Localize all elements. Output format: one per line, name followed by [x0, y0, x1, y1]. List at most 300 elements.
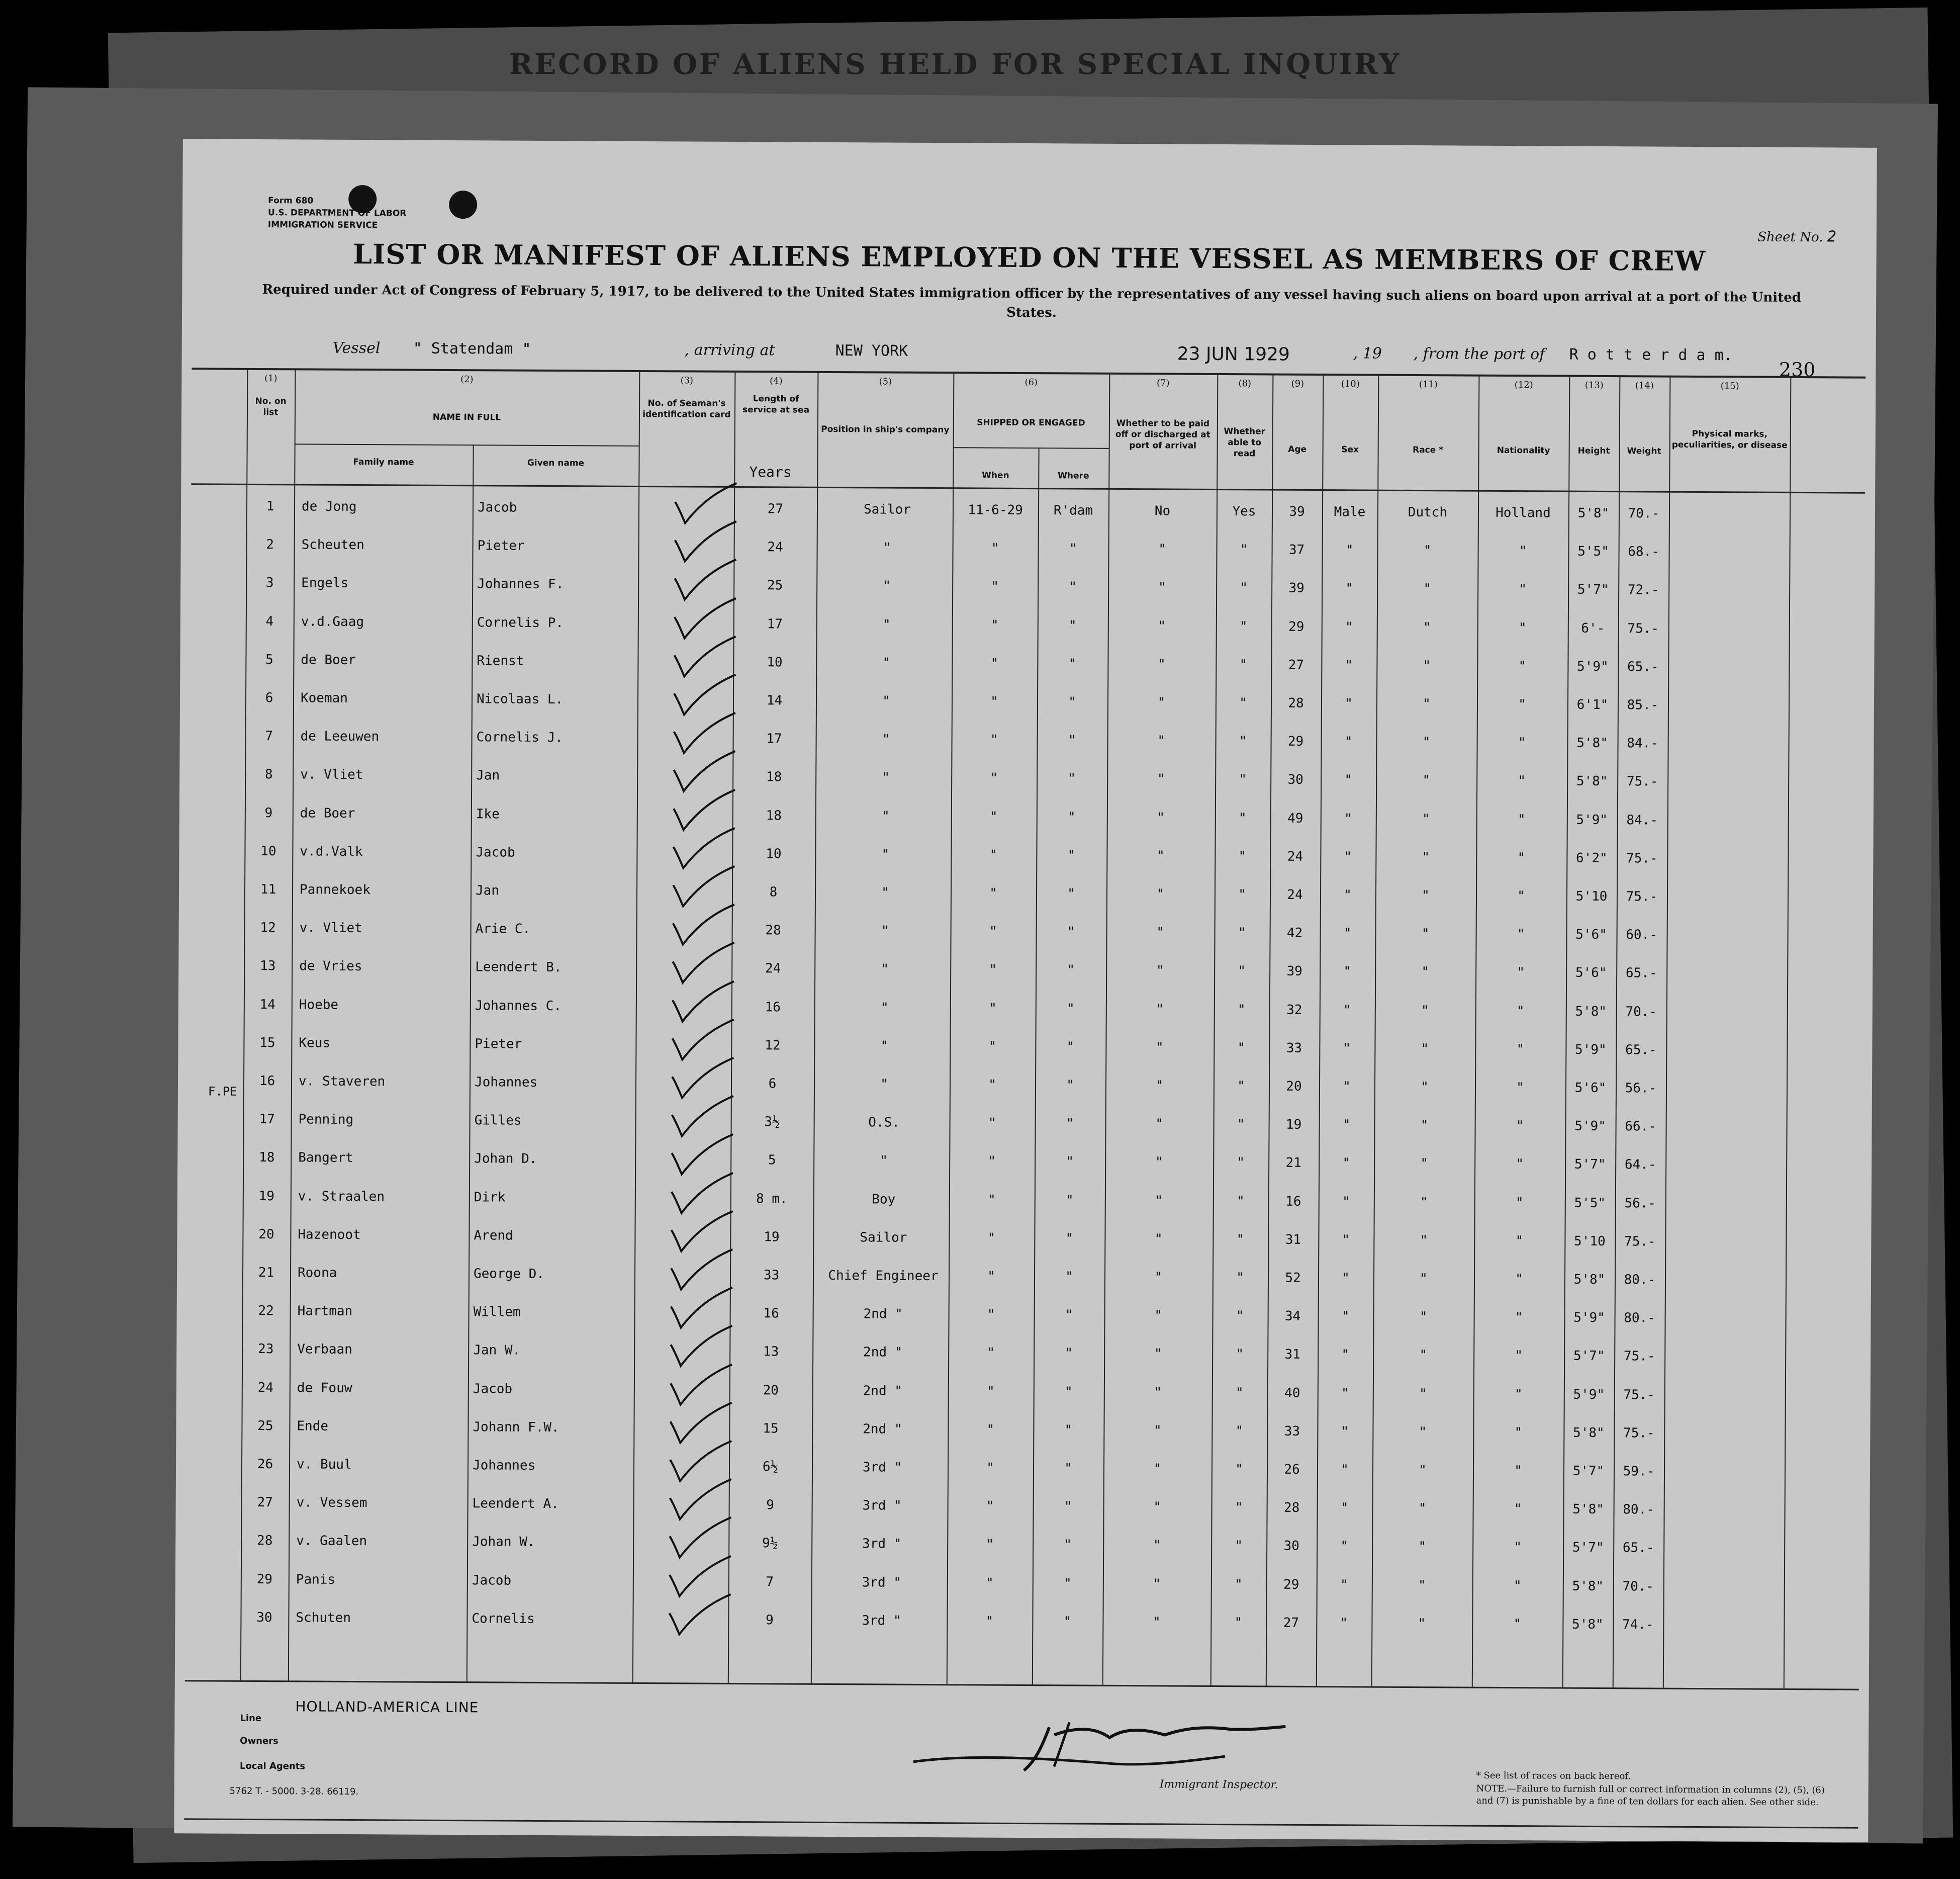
cell-given: Jacob — [473, 1381, 513, 1397]
cell-age: 31 — [1284, 1347, 1300, 1363]
col-number: (14) — [1635, 380, 1654, 391]
cell-sex: " — [1340, 1616, 1348, 1631]
col-number: (2) — [460, 374, 474, 385]
cell-given: Pieter — [477, 538, 525, 554]
cell-sex: " — [1344, 734, 1353, 750]
cell-sex: " — [1342, 1232, 1350, 1248]
cell-height: 5'8" — [1575, 1004, 1607, 1019]
cell-service: 6 — [768, 1076, 777, 1092]
cell-nat: " — [1517, 850, 1526, 865]
cell-paid: " — [1155, 1193, 1163, 1209]
table-row — [177, 1111, 1872, 1150]
line-label: Line — [240, 1713, 262, 1724]
local-agents-label: Local Agents — [239, 1760, 306, 1772]
cell-race: " — [1423, 696, 1431, 712]
cell-where: " — [1068, 733, 1076, 748]
cell-given: Jacob — [476, 845, 515, 860]
cell-sex: " — [1342, 1155, 1351, 1171]
header-no-on-list: No. on list — [255, 396, 287, 418]
cell-no: 3 — [265, 575, 274, 591]
footer-bottom-rule — [184, 1818, 1858, 1828]
cell-read: " — [1234, 1615, 1243, 1631]
cell-service: 25 — [767, 578, 783, 593]
cell-where: " — [1067, 886, 1075, 902]
cell-no: 19 — [258, 1188, 275, 1204]
cell-no: 11 — [260, 882, 276, 898]
cell-when: " — [988, 1039, 997, 1054]
cell-paid: " — [1154, 1346, 1162, 1362]
table-row — [178, 958, 1873, 998]
cell-position: 2nd " — [863, 1345, 903, 1361]
cell-family: de Boer — [301, 652, 356, 668]
cell-race: " — [1422, 849, 1430, 865]
cell-where: " — [1064, 1384, 1073, 1400]
header-given-name: Given name — [527, 458, 585, 469]
cell-paid: " — [1153, 1538, 1161, 1553]
cell-read: " — [1239, 657, 1248, 673]
cell-family: de Jong — [301, 499, 357, 515]
cell-weight: 68.- — [1628, 544, 1659, 560]
cell-nat: " — [1514, 1540, 1522, 1555]
cell-family: v. Vessem — [296, 1495, 367, 1511]
cell-sex: " — [1341, 1385, 1349, 1401]
cell-when: " — [987, 1230, 996, 1246]
cell-read: " — [1238, 963, 1246, 979]
cell-position: " — [880, 1000, 889, 1016]
top-banner: RECORD OF ALIENS HELD FOR SPECIAL INQUIRY — [509, 48, 1401, 81]
header-paid-off: Whether to be paid off or discharged at port of arrival — [1115, 418, 1210, 451]
cell-family: Schuten — [296, 1610, 351, 1626]
cell-sex: " — [1344, 811, 1352, 826]
cell-weight: 72.- — [1627, 582, 1659, 598]
cell-nat: " — [1515, 1272, 1523, 1287]
cell-position: " — [881, 923, 889, 939]
sheet-number — [1757, 228, 1836, 246]
cell-family: de Leeuwen — [300, 729, 380, 745]
subhead-rule — [953, 447, 1109, 449]
table-row — [180, 613, 1875, 653]
cell-nat: " — [1519, 582, 1527, 597]
col-number: (9) — [1291, 378, 1304, 389]
cell-nat: Holland — [1496, 505, 1551, 521]
cell-paid: " — [1153, 1615, 1161, 1630]
cell-nat: " — [1515, 1195, 1524, 1210]
cell-read: " — [1235, 1500, 1243, 1515]
cell-when: " — [986, 1460, 994, 1476]
cell-sex: " — [1344, 849, 1352, 865]
cell-race: Dutch — [1408, 504, 1448, 520]
cell-height: 5'9" — [1575, 1042, 1607, 1057]
cell-when: " — [990, 617, 999, 633]
cell-no: 23 — [258, 1341, 274, 1357]
required-text: Required under Act of Congress of February 5, 1917, to be delivered to the United States immigration officer by the representatives of any vessel having such aliens on board upon arrival at a port of the United States. — [262, 282, 1802, 321]
cell-position: 3rd " — [862, 1460, 902, 1475]
cell-sex: " — [1343, 926, 1352, 941]
cell-age: 33 — [1286, 1040, 1302, 1056]
cell-height: 5'7" — [1573, 1349, 1605, 1364]
cell-where: " — [1063, 1614, 1072, 1630]
cell-age: 29 — [1287, 734, 1304, 750]
cell-nat: " — [1514, 1424, 1523, 1440]
cell-paid: " — [1154, 1423, 1162, 1439]
cell-family: v. Buul — [296, 1457, 352, 1472]
cell-position: O.S. — [868, 1115, 900, 1130]
cell-when: " — [986, 1498, 994, 1514]
cell-read: " — [1239, 618, 1248, 634]
cell-position: 2nd " — [863, 1383, 903, 1399]
cell-height: 5'9" — [1573, 1387, 1605, 1402]
line-value: HOLLAND-AMERICA LINE — [295, 1698, 479, 1716]
cell-no: 12 — [260, 920, 276, 936]
cell-service: 16 — [765, 999, 781, 1015]
cell-weight: 75.- — [1623, 1349, 1655, 1364]
table-row — [179, 881, 1873, 921]
cell-paid: No — [1154, 503, 1171, 519]
table-row — [179, 843, 1873, 882]
cell-where: " — [1066, 1078, 1074, 1093]
cell-no: 9 — [264, 805, 273, 821]
cell-age: 28 — [1288, 695, 1304, 711]
table-row — [178, 1035, 1872, 1074]
header-where: Where — [1058, 471, 1089, 481]
cell-nat: " — [1517, 812, 1526, 827]
table-row — [176, 1380, 1871, 1419]
cell-paid: " — [1153, 1576, 1161, 1592]
cell-family: v.d.Valk — [300, 844, 363, 859]
cell-sex: " — [1345, 696, 1353, 711]
cell-when: " — [988, 1154, 996, 1170]
cell-given: Arie C. — [475, 921, 531, 937]
cell-paid: " — [1154, 1270, 1163, 1285]
cell-read: Yes — [1232, 504, 1256, 519]
cell-service: 6½ — [762, 1459, 779, 1475]
cell-where: " — [1065, 1346, 1073, 1361]
cell-when: " — [990, 771, 998, 786]
cell-position: 2nd " — [863, 1421, 902, 1437]
cell-race: " — [1420, 1194, 1428, 1210]
vessel-label: Vessel — [332, 339, 381, 357]
cell-position: " — [881, 885, 889, 901]
cell-where: " — [1065, 1231, 1074, 1246]
header-shipped: SHIPPED OR ENGAGED — [977, 417, 1085, 428]
cell-given: Cornelis J. — [476, 730, 563, 746]
print-code: 5762 T. - 5000. 3-28. 66119. — [229, 1785, 359, 1798]
cell-nat: " — [1515, 1348, 1523, 1364]
cell-age: 34 — [1284, 1308, 1301, 1324]
cell-sex: " — [1342, 1117, 1351, 1133]
table-row — [177, 1265, 1871, 1304]
cell-no: 1 — [266, 499, 274, 514]
inspector-label: Immigrant Inspector. — [1159, 1778, 1278, 1792]
sheet-no-label: Sheet No. — [1757, 229, 1823, 245]
cell-position: Sailor — [863, 502, 911, 517]
cell-race: " — [1420, 1271, 1428, 1287]
cell-read: " — [1236, 1308, 1244, 1324]
cell-age: 39 — [1288, 581, 1304, 596]
cell-no: 7 — [265, 729, 273, 744]
cell-race: " — [1423, 581, 1432, 597]
cell-nat: " — [1513, 1578, 1522, 1593]
sheet-no-value: 2 — [1827, 228, 1836, 246]
header-able-read: Whether able to read — [1224, 426, 1266, 459]
cell-nat: " — [1518, 735, 1526, 751]
cell-no: 30 — [256, 1609, 272, 1625]
header-years: Years — [749, 464, 792, 481]
cell-position: " — [881, 961, 889, 977]
cell-given: Jacob — [477, 500, 517, 515]
col-number: (1) — [264, 373, 277, 384]
cell-paid: " — [1157, 733, 1166, 749]
cell-sex: " — [1345, 543, 1354, 558]
cell-height: 5'7" — [1572, 1463, 1605, 1479]
cell-nat: " — [1514, 1463, 1522, 1479]
arrival-port: NEW YORK — [835, 342, 908, 360]
cell-given: Johannes F. — [477, 576, 564, 592]
cell-when: " — [987, 1307, 995, 1322]
cell-age: 33 — [1284, 1423, 1300, 1439]
table-row — [176, 1341, 1871, 1381]
cell-height: 5'6" — [1575, 965, 1607, 981]
cell-where: " — [1067, 810, 1076, 825]
cell-nat: " — [1517, 965, 1525, 980]
cell-weight: 74.- — [1622, 1617, 1654, 1633]
cell-position: " — [880, 1038, 889, 1054]
date-stamp: 23 JUN 1929 — [1177, 343, 1290, 365]
cell-weight: 70.- — [1622, 1578, 1654, 1594]
cell-when: " — [989, 885, 997, 901]
cell-height: 6'2" — [1576, 850, 1608, 866]
table-row — [180, 652, 1874, 691]
cell-service: 33 — [763, 1268, 780, 1283]
cell-where: " — [1066, 1116, 1074, 1131]
cell-race: " — [1421, 1041, 1429, 1056]
cell-family: Ende — [297, 1418, 329, 1434]
from-port-label: , from the port of — [1413, 345, 1545, 364]
header-when: When — [982, 470, 1009, 481]
cell-height: 5'5" — [1577, 544, 1609, 560]
cell-read: " — [1238, 887, 1246, 903]
cell-height: 5'7" — [1574, 1157, 1606, 1173]
cell-when: " — [988, 1001, 997, 1016]
cell-family: v.d.Gaag — [301, 614, 364, 630]
cell-read: " — [1238, 849, 1247, 864]
cell-weight: 80.- — [1624, 1272, 1656, 1288]
cell-where: " — [1064, 1537, 1072, 1553]
cell-position: " — [882, 732, 890, 747]
form-number: Form 680 — [268, 196, 314, 206]
cell-sex: " — [1341, 1462, 1349, 1478]
cell-sex: " — [1341, 1424, 1349, 1440]
cell-weight: 75.- — [1626, 774, 1658, 789]
cell-nat: " — [1516, 1080, 1524, 1096]
cell-nat: " — [1515, 1310, 1523, 1325]
cell-when: " — [989, 847, 998, 863]
cell-height: 5'8" — [1576, 735, 1608, 751]
col-number: (12) — [1514, 380, 1533, 391]
cell-race: " — [1423, 658, 1431, 674]
header-id-card: No. of Seaman's identification card — [642, 398, 731, 420]
cell-sex: " — [1343, 1079, 1351, 1095]
cell-no: 15 — [259, 1035, 275, 1050]
checkmark-icon — [665, 1592, 740, 1638]
cell-age: 26 — [1284, 1462, 1300, 1477]
cell-paid: " — [1155, 1231, 1163, 1247]
cell-service: 13 — [763, 1344, 779, 1360]
col-number: (13) — [1584, 380, 1604, 391]
col-number: (8) — [1238, 378, 1252, 389]
cell-position: " — [880, 1077, 888, 1092]
cell-weight: 65.- — [1625, 965, 1657, 981]
cell-family: Pannekoek — [299, 882, 370, 898]
cell-position: Boy — [872, 1191, 896, 1207]
cell-family: v. Gaalen — [296, 1533, 367, 1549]
cell-paid: " — [1156, 925, 1165, 940]
table-row — [175, 1533, 1870, 1572]
cell-sex: " — [1340, 1500, 1349, 1516]
cell-sex: Male — [1334, 504, 1366, 520]
cell-given: Pieter — [475, 1036, 522, 1052]
cell-where: " — [1064, 1422, 1073, 1438]
cell-sex: " — [1340, 1539, 1349, 1554]
header-weight: Weight — [1627, 446, 1661, 457]
cell-read: " — [1240, 542, 1248, 558]
cell-when: " — [991, 541, 999, 556]
cell-height: 5'8" — [1572, 1501, 1605, 1517]
header-height: Height — [1577, 445, 1610, 457]
cell-height: 5'9" — [1573, 1310, 1605, 1326]
cell-age: 42 — [1286, 925, 1303, 941]
cell-height: 5'8" — [1573, 1272, 1606, 1288]
cell-service: 5 — [768, 1152, 776, 1168]
cell-nat: " — [1518, 658, 1527, 674]
cell-race: " — [1422, 888, 1430, 904]
cell-race: " — [1421, 964, 1430, 980]
cell-service: 9 — [766, 1613, 774, 1628]
year-label: , 19 — [1353, 344, 1382, 363]
cell-race: " — [1421, 926, 1430, 942]
cell-paid: " — [1154, 1308, 1163, 1323]
cell-position: " — [881, 847, 890, 862]
cell-position: 2nd " — [863, 1306, 903, 1322]
table-row — [178, 920, 1873, 959]
cell-age: 39 — [1289, 504, 1305, 519]
cell-service: 3½ — [764, 1114, 780, 1130]
cell-where: " — [1064, 1499, 1072, 1514]
cell-family: Hoebe — [299, 997, 339, 1013]
cell-family: Hartman — [297, 1303, 353, 1319]
cell-nat: " — [1513, 1616, 1522, 1632]
cell-when: 11-6-29 — [968, 502, 1023, 518]
header-name-in-full: NAME IN FULL — [432, 412, 501, 423]
col-number: (3) — [680, 375, 694, 386]
vessel-line — [333, 339, 1866, 373]
cell-given: Johannes — [472, 1458, 536, 1473]
table-row — [179, 728, 1874, 767]
cell-age: 27 — [1283, 1615, 1299, 1631]
cell-sex: " — [1344, 772, 1353, 788]
cell-service: 28 — [765, 923, 781, 938]
cell-family: de Fouw — [297, 1380, 352, 1396]
cell-age: 28 — [1283, 1500, 1300, 1516]
margin-annotation: F.PE — [208, 1084, 237, 1099]
cell-age: 31 — [1285, 1232, 1301, 1247]
cell-where: " — [1066, 1039, 1075, 1055]
cell-race: " — [1419, 1348, 1428, 1363]
cell-paid: " — [1156, 848, 1165, 864]
header-race: Race * — [1413, 445, 1444, 456]
cell-family: Koeman — [300, 690, 348, 706]
cell-age: 30 — [1287, 772, 1303, 788]
cell-given: Leendert A. — [472, 1496, 559, 1512]
cell-no: 10 — [260, 843, 276, 859]
col-number: (5) — [879, 376, 892, 387]
cell-when: " — [991, 579, 999, 595]
table-row — [179, 805, 1874, 844]
cell-no: 29 — [256, 1571, 273, 1587]
cell-race: " — [1419, 1424, 1427, 1440]
cell-given: Ike — [476, 806, 500, 822]
cell-family: v. Straalen — [298, 1189, 385, 1204]
cell-given: Jan W. — [473, 1343, 521, 1359]
table-row — [178, 1073, 1872, 1112]
cell-weight: 84.- — [1626, 812, 1658, 828]
cell-when: " — [985, 1575, 994, 1591]
cell-family: Verbaan — [297, 1341, 352, 1358]
cell-weight: 75.- — [1626, 889, 1658, 905]
cell-where: " — [1069, 541, 1077, 557]
cell-service: 8 m. — [756, 1191, 788, 1207]
cell-when: " — [987, 1192, 996, 1208]
header-family-name: Family name — [353, 457, 414, 468]
cell-sex: " — [1343, 964, 1352, 979]
cell-race: " — [1419, 1309, 1428, 1325]
cell-read: " — [1235, 1423, 1244, 1439]
cell-paid: " — [1156, 886, 1165, 902]
cell-family: Panis — [296, 1572, 336, 1587]
cell-height: 5'8" — [1577, 505, 1610, 521]
cell-service: 24 — [767, 540, 783, 555]
cell-given: Jan — [475, 883, 500, 899]
cell-given: Arend — [474, 1228, 513, 1243]
cell-weight: 75.- — [1623, 1387, 1655, 1403]
table-row — [179, 767, 1874, 806]
cell-where: " — [1068, 656, 1077, 672]
cell-read: " — [1235, 1462, 1243, 1477]
cell-given: Johannes C. — [475, 998, 562, 1014]
cell-weight: 70.- — [1625, 1004, 1657, 1020]
cell-where: " — [1068, 694, 1076, 710]
cell-read: " — [1234, 1576, 1243, 1592]
cell-no: 18 — [259, 1150, 275, 1166]
cell-no: 4 — [265, 613, 274, 629]
cell-height: 5'6" — [1575, 927, 1607, 943]
cell-family: de Boer — [300, 806, 355, 821]
cell-height: 5'8" — [1576, 774, 1608, 789]
cell-sex: " — [1343, 1041, 1351, 1056]
cell-race: " — [1420, 1118, 1429, 1133]
cell-where: " — [1063, 1576, 1072, 1591]
cell-where: " — [1068, 618, 1077, 634]
cell-service: 7 — [766, 1574, 774, 1589]
cell-family: v. Vliet — [300, 767, 363, 783]
cell-weight: 80.- — [1624, 1310, 1655, 1326]
cell-given: Jan — [476, 768, 500, 783]
cell-read: " — [1238, 810, 1247, 826]
cell-weight: 56.- — [1625, 1081, 1657, 1096]
cell-service: 9½ — [762, 1536, 778, 1551]
table-row — [176, 1303, 1871, 1342]
cell-given: Johan W. — [472, 1534, 535, 1550]
